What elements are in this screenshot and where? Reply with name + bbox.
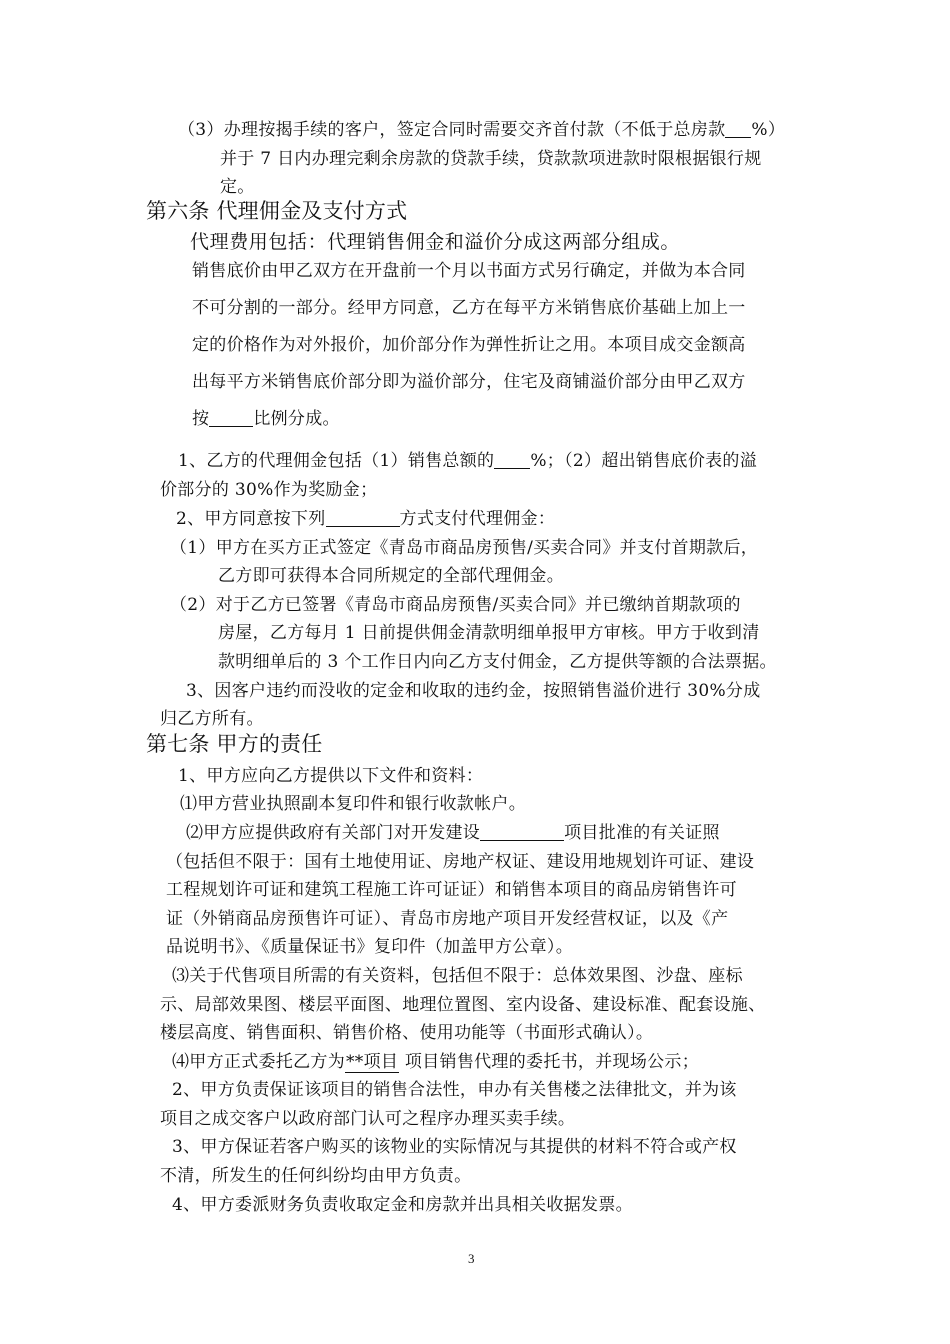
text-span: %；（2）超出销售底价表的溢 <box>530 451 758 471</box>
paragraph-line: 1、甲方应向乙方提供以下文件和资料： <box>178 766 484 786</box>
text-span: ⑷甲方正式委托乙方为 <box>172 1052 345 1072</box>
paragraph-line <box>172 1050 699 1074</box>
fill-in-blank <box>480 823 564 841</box>
text-span: 方式支付代理佣金： <box>399 509 556 529</box>
paragraph-line: 楼层高度、销售面积、销售价格、使用功能等（书面形式确认）。 <box>160 1023 654 1043</box>
paragraph-line <box>178 449 757 473</box>
paragraph-line <box>178 118 785 142</box>
paragraph-line: 定。 <box>220 177 255 197</box>
paragraph-line: （包括但不限于：国有土地使用证、房地产权证、建设用地规划许可证、建设 <box>166 852 755 872</box>
paragraph-line: 3、因客户违约而没收的定金和收取的违约金，按照销售溢价进行 30%分成 <box>186 681 761 701</box>
paragraph-line: 销售底价由甲乙双方在开盘前一个月以书面方式另行确定，并做为本合同 <box>192 261 746 281</box>
text-span: ⑵甲方应提供政府有关部门对开发建设 <box>186 823 481 843</box>
paragraph-line: 不可分割的一部分。经甲方同意，乙方在每平方米销售底价基础上加上一 <box>192 298 746 318</box>
paragraph-line: 归乙方所有。 <box>160 709 264 729</box>
text-span: 1、乙方的代理佣金包括（1）销售总额的 <box>178 451 495 471</box>
paragraph-line: 证（外销商品房预售许可证）、青岛市房地产项目开发经营权证，以及《产 <box>166 909 729 929</box>
paragraph-line: 代理费用包括：代理销售佣金和溢价分成这两部分组成。 <box>190 231 681 253</box>
text-span: 按 <box>192 409 210 429</box>
fill-in-blank <box>494 451 530 469</box>
paragraph-line: 并于 7 日内办理完剩余房款的贷款手续，贷款款项进款时限根据银行规 <box>220 149 762 169</box>
fill-in-blank <box>326 509 400 527</box>
paragraph-line: 项目之成交客户以政府部门认可之程序办理买卖手续。 <box>160 1109 576 1129</box>
text-span: 项目批准的有关证照 <box>564 823 720 843</box>
paragraph-line: 3、甲方保证若客户购买的该物业的实际情况与其提供的材料不符合或产权 <box>172 1137 737 1157</box>
fill-in-blank <box>209 409 253 427</box>
paragraph-line: ⑴甲方营业执照副本复印件和银行收款帐户。 <box>180 794 526 814</box>
paragraph-line: 工程规划许可证和建筑工程施工许可证证）和销售本项目的商品房销售许可 <box>166 880 737 900</box>
paragraph-line: （1）甲方在买方正式签定《青岛市商品房预售/买卖合同》并支付首期款后， <box>170 538 759 558</box>
article-heading: 第六条 代理佣金及支付方式 <box>146 199 408 223</box>
paragraph-line: 4、甲方委派财务负责收取定金和房款并出具相关收据发票。 <box>172 1195 633 1215</box>
paragraph-line: 房屋，乙方每月 1 日前提供佣金清款明细单报甲方审核。甲方于收到清 <box>218 623 760 643</box>
underlined-project-name: **项目 <box>346 1052 399 1072</box>
paragraph-line: 定的价格作为对外报价，加价部分作为弹性折让之用。本项目成交金额高 <box>192 335 746 355</box>
paragraph-line: 出每平方米销售底价部分即为溢价部分，住宅及商铺溢价部分由甲乙双方 <box>192 372 746 392</box>
text-span: 比例分成。 <box>253 409 340 429</box>
fill-in-blank <box>725 120 751 138</box>
paragraph-line: 示、局部效果图、楼层平面图、地理位置图、室内设备、建设标准、配套设施、 <box>160 995 766 1015</box>
page-number: 3 <box>468 1251 475 1266</box>
paragraph-line: 款明细单后的 3 个工作日内向乙方支付佣金，乙方提供等额的合法票据。 <box>218 652 777 672</box>
paragraph-line: （2）对于乙方已签署《青岛市商品房预售/买卖合同》并已缴纳首期款项的 <box>170 595 741 615</box>
paragraph-line: 不清，所发生的任何纠纷均由甲方负责。 <box>160 1166 472 1186</box>
paragraph-line: 品说明书》、《质量保证书》复印件（加盖甲方公章）。 <box>166 937 573 957</box>
text-span: %） <box>751 120 786 140</box>
paragraph-line <box>176 507 555 531</box>
paragraph-line <box>192 407 340 431</box>
article-heading: 第七条 甲方的责任 <box>146 732 323 756</box>
paragraph-line: ⑶关于代售项目所需的有关资料，包括但不限于：总体效果图、沙盘、座标 <box>172 966 743 986</box>
paragraph-line: 乙方即可获得本合同所规定的全部代理佣金。 <box>218 566 564 586</box>
text-span: （3）办理按揭手续的客户，签定合同时需要交齐首付款（不低于总房款 <box>178 120 726 140</box>
text-span: 项目销售代理的委托书，并现场公示； <box>404 1052 700 1072</box>
paragraph-line: 2、甲方负责保证该项目的销售合法性，申办有关售楼之法律批文，并为该 <box>172 1080 737 1100</box>
text-span: 2、甲方同意按下列 <box>176 509 326 529</box>
paragraph-line: 价部分的 30%作为奖励金； <box>160 480 378 500</box>
paragraph-line <box>186 821 720 845</box>
